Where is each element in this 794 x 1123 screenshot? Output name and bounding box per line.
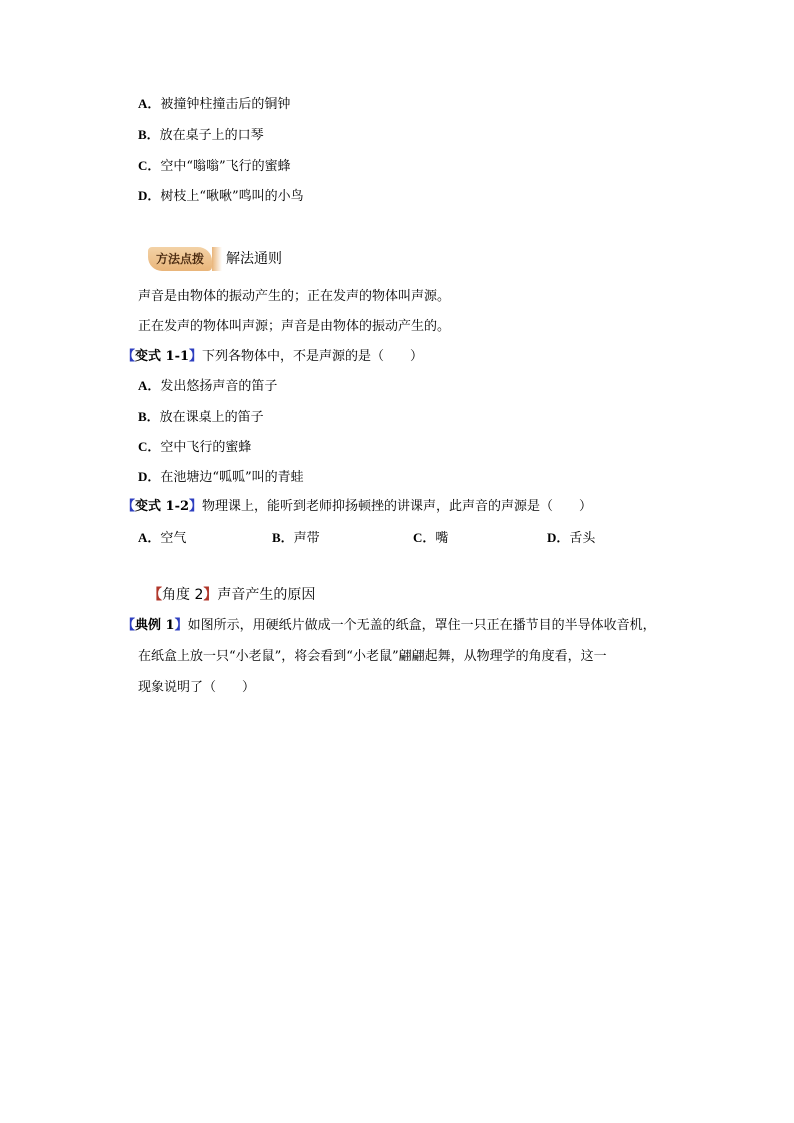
example-tag: 典例 1 bbox=[135, 618, 175, 633]
variant-tag: 变式 1-1 bbox=[135, 349, 190, 364]
method-line-2: 正在发声的物体叫声源；声音是由物体的振动产生的。 bbox=[138, 319, 451, 334]
option-d: D．树枝上“啾啾”鸣叫的小鸟 bbox=[138, 188, 304, 204]
option-a: A．被撞钟柱撞击后的铜钟 bbox=[138, 96, 291, 112]
variant-1-2-option-c: C．嘴 bbox=[413, 530, 449, 546]
variant-1-1-option-b: B．放在课桌上的笛子 bbox=[138, 409, 264, 425]
variant-1-2-question: 【变式 1-2】物理课上，能听到老师抑扬顿挫的讲课声，此声音的声源是（ ） bbox=[122, 499, 593, 514]
option-c: C．空中“嗡嗡”飞行的蜜蜂 bbox=[138, 158, 291, 174]
variant-1-2-option-b: B．声带 bbox=[272, 530, 320, 546]
angle-tag: 角度 2 bbox=[162, 587, 204, 603]
example-1-line-3: 现象说明了（ ） bbox=[138, 680, 256, 695]
method-line-1: 声音是由物体的振动产生的；正在发声的物体叫声源。 bbox=[138, 289, 451, 304]
method-title: 解法通则 bbox=[226, 251, 282, 267]
variant-tag: 变式 1-2 bbox=[135, 499, 190, 514]
variant-1-1-question: 【变式 1-1】下列各物体中，不是声源的是（ ） bbox=[122, 349, 424, 364]
variant-1-1-option-d: D．在池塘边“呱呱”叫的青蛙 bbox=[138, 469, 304, 485]
option-b: B．放在桌子上的口琴 bbox=[138, 127, 264, 143]
variant-1-1-option-c: C．空中飞行的蜜蜂 bbox=[138, 439, 252, 455]
angle-title: 声音产生的原因 bbox=[217, 587, 316, 603]
example-1-line-2: 在纸盒上放一只“小老鼠”，将会看到“小老鼠”翩翩起舞，从物理学的角度看，这一 bbox=[138, 649, 607, 664]
example-1-line-1: 【典例 1】如图所示，用硬纸片做成一个无盖的纸盒，罩住一只正在播节目的半导体收音机， bbox=[122, 618, 656, 633]
variant-1-2-option-a: A．空气 bbox=[138, 530, 187, 546]
angle-2-heading: 【角度 2】声音产生的原因 bbox=[148, 587, 316, 603]
variant-1-1-option-a: A．发出悠扬声音的笛子 bbox=[138, 378, 278, 394]
variant-1-2-option-d: D．舌头 bbox=[547, 530, 596, 546]
method-badge: 方法点拨 bbox=[148, 247, 212, 271]
method-badge-tail bbox=[212, 247, 222, 271]
